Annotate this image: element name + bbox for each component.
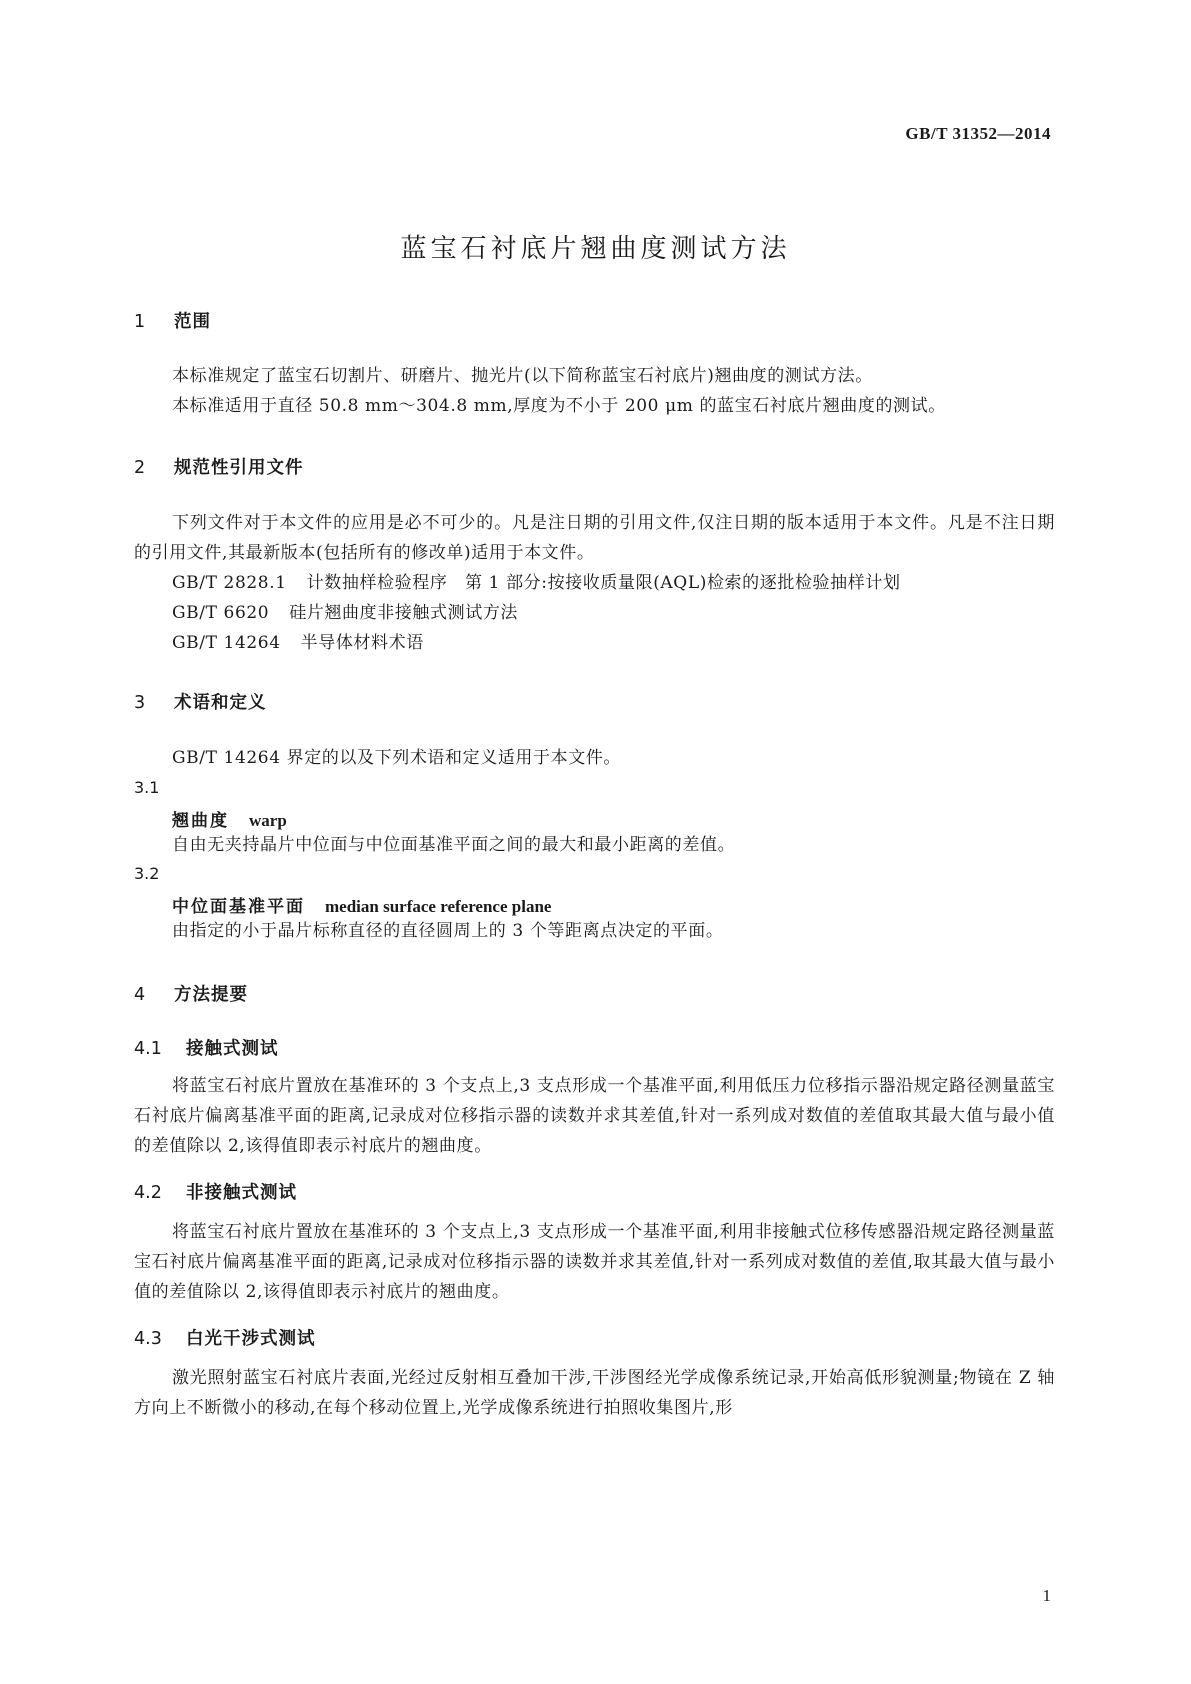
term-en: warp — [249, 811, 287, 830]
section-number: 4 — [134, 985, 146, 1005]
standard-number: GB/T 31352—2014 — [905, 124, 1051, 143]
section-1-heading — [134, 308, 211, 333]
subsection-heading — [134, 1035, 279, 1060]
paragraph: 将蓝宝石衬底片置放在基准环的 3 个支点上,3 支点形成一个基准平面,利用非接触式位移传感器沿规定路径测量蓝宝石衬底片偏离基准平面的距离,记录成对位移指示器的读数并求其差值,针对一系列成对数值的差值,取其最大值与最小值的差值除以 2,该得值即表示衬底片的翘曲度。 — [134, 1222, 1055, 1302]
term-number: 3.1 — [134, 778, 160, 797]
paragraph: 本标准规定了蓝宝石切割片、研磨片、抛光片(以下简称蓝宝石衬底片)翘曲度的测试方法。 — [172, 366, 873, 386]
paragraph: 激光照射蓝宝石衬底片表面,光经过反射相互叠加干涉,干涉图经光学成像系统记录,开始高低形貌测量;物镜在 Z 轴方向上不断微小的移动,在每个移动位置上,光学成像系统进行拍照收集图片,形 — [134, 1368, 1055, 1418]
reference-title: 硅片翘曲度非接触式测试方法 — [289, 603, 519, 623]
reference-title: 计数抽样检验程序 第 1 部分:按接收质量限(AQL)检索的逐批检验抽样计划 — [306, 573, 901, 593]
page-number: 1 — [1042, 1586, 1051, 1605]
subsection-number: 4.2 — [134, 1183, 162, 1203]
section-title: 术语和定义 — [174, 693, 267, 713]
reference-code: GB/T 14264 — [172, 633, 281, 653]
reference-item — [172, 598, 1052, 628]
reference-code: GB/T 6620 — [172, 603, 270, 623]
term-definition: 自由无夹持晶片中位面与中位面基准平面之间的最大和最小距离的差值。 — [172, 835, 736, 855]
term-entry — [172, 806, 287, 831]
reference-title: 半导体材料术语 — [300, 633, 424, 653]
reference-item — [172, 628, 1052, 658]
section-number: 1 — [134, 312, 146, 332]
subsection-heading — [134, 1179, 297, 1204]
section-number: 2 — [134, 458, 146, 478]
term-en: median surface reference plane — [325, 897, 552, 916]
reference-item — [172, 568, 1052, 598]
document-title: 蓝宝石衬底片翘曲度测试方法 — [400, 234, 791, 264]
term-entry — [172, 892, 551, 917]
term-zh: 翘曲度 — [172, 811, 229, 831]
section-number: 3 — [134, 693, 146, 713]
paragraph: 下列文件对于本文件的应用是必不可少的。凡是注日期的引用文件,仅注日期的版本适用于本文件。凡是不注日期的引用文件,其最新版本(包括所有的修改单)适用于本文件。 — [134, 513, 1055, 563]
subsection-title: 接触式测试 — [186, 1039, 279, 1059]
reference-code: GB/T 2828.1 — [172, 573, 287, 593]
section-title: 方法提要 — [174, 985, 248, 1005]
subsection-title: 白光干涉式测试 — [186, 1329, 316, 1349]
paragraph: 本标准适用于直径 50.8 mm～304.8 mm,厚度为不小于 200 μm 的蓝宝石衬底片翘曲度的测试。 — [172, 396, 946, 416]
section-title: 范围 — [174, 312, 211, 332]
subsection-number: 4.3 — [134, 1329, 162, 1349]
paragraph: GB/T 14264 界定的以及下列术语和定义适用于本文件。 — [172, 748, 622, 768]
section-title: 规范性引用文件 — [174, 458, 304, 478]
term-number: 3.2 — [134, 864, 160, 883]
term-definition: 由指定的小于晶片标称直径的直径圆周上的 3 个等距离点决定的平面。 — [172, 921, 724, 941]
paragraph: 将蓝宝石衬底片置放在基准环的 3 个支点上,3 支点形成一个基准平面,利用低压力位移指示器沿规定路径测量蓝宝石衬底片偏离基准平面的距离,记录成对位移指示器的读数并求其差值,针对一系列成对数值的差值取其最大值与最小值的差值除以 2,该得值即表示衬底片的翘曲度。 — [134, 1076, 1055, 1156]
subsection-title: 非接触式测试 — [186, 1183, 297, 1203]
subsection-number: 4.1 — [134, 1039, 162, 1059]
term-zh: 中位面基准平面 — [172, 897, 305, 917]
subsection-heading — [134, 1325, 316, 1350]
section-4-heading — [134, 981, 248, 1006]
section-3-heading — [134, 689, 267, 714]
section-2-heading — [134, 454, 304, 479]
